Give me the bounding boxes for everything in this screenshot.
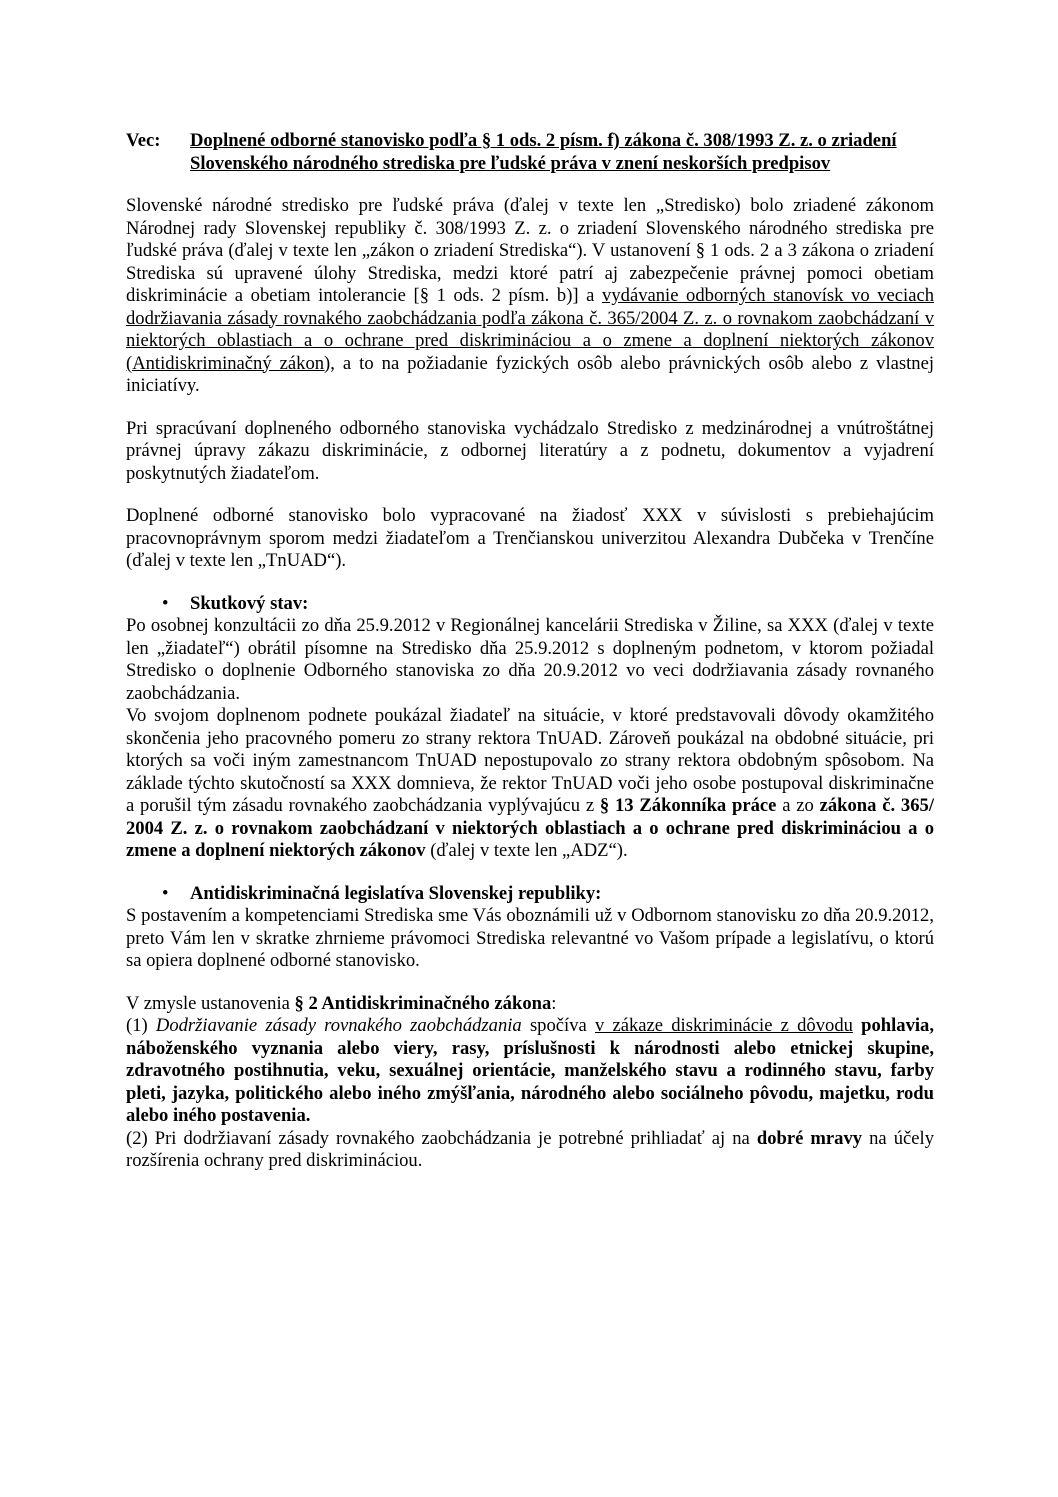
facts-text-a: Vo svojom doplnenom podnete poukázal žiadateľ na situácie, v ktoré predstavovali dôvody okamžitého skončenia jeho pracovného pomeru zo strany rektora TnUAD. Zároveň poukázal na obdobné situácie, pri ktorých sa voči iným zamestnancom TnUAD nepostupovalo zo strany rektora obdobným spôsobom. Na základe týchto skutočností sa XXX domnieva, že rektor TnUAD voči jeho osobe postupoval diskriminačne a porušil tým zásadu rovnakého zaobchádzania vyplývajúcu z [126,705,934,816]
facts-paragraph-1: Po osobnej konzultácii zo dňa 25.9.2012 v Regionálnej kancelárii Strediska v Žiline, sa XXX (ďalej v texte len „žiadateľ“) obrátil písomne na Stredisko dňa 25.9.2012 s doplneným podnetom, v ktorom požiadal Stredisko o doplnenie Odborného stanoviska zo dňa 20.9.2012 vo veci dodržiavania zásady rovnaného zaobchádzania. [126,615,934,704]
request-paragraph: Doplnené odborné stanovisko bolo vypracované na žiadosť XXX v súvislosti s prebiehajúcim pracovnoprávnym sporom medzi žiadateľom a Trenčianskou univerzitou Alexandra Dubčeka v Trenčíne (ďalej v texte len „TnUAD“). [126,505,934,571]
clause-1-underlined: v zákaze diskriminácie z dôvodu [594,1015,853,1036]
clause-1-space [853,1015,861,1036]
facts-law-reference-1: § 13 Zákonníka práce [599,795,777,816]
facts-paragraph-2 [126,705,934,863]
section2-clause-2 [126,1128,934,1173]
section2-intro-text: V zmysle ustanovenia [126,992,295,1014]
facts-heading-text: Skutkový stav: [190,592,309,614]
facts-law-reference-2: zákona č. 365/ 2004 Z. z. o rovnakom zaobchádzaní v niektorých oblastiach a o ochrane pred diskrimináciou a o zmene a doplnení niektorých zákonov [126,795,934,861]
subject-line [126,130,934,175]
facts-text-c: a zo [776,795,820,816]
legislation-paragraph: S postavením a kompetenciami Strediska sme Vás oboznámili už v Odbornom stanovisku zo dňa 20.9.2012, preto Vám len v skratke zhrnieme právomoci Strediska relevantné vo Vašom prípade a legislatívu, o ktorú sa opiera doplnené odborné stanovisko. [126,905,934,971]
intro-paragraph [126,195,934,398]
subject-label: Vec: [126,130,161,151]
legislation-heading-text: Antidiskriminačná legislatíva Slovenskej republiky: [190,882,602,904]
clause-2-text: (2) Pri dodržiavaní zásady rovnakého zaobchádzania je potrebné prihliadať aj na [126,1127,757,1149]
intro-text-2: a to na požiadanie fyzických osôb alebo právnických osôb alebo z vlastnej iniciatívy. [126,352,934,396]
section2-intro-colon: : [551,992,557,1014]
document-page [126,130,934,1173]
legislation-heading [162,883,934,906]
bullet-icon: • [162,882,169,904]
facts-text-e: (ďalej v texte len „ADZ“). [425,840,628,861]
intro-underlined-text: vydávanie odborných stanovísk vo veciach dodržiavania zásady rovnakého zaobchádzania podľa zákona č. 365/2004 Z. z. o rovnakom zaobchádzaní v niektorých oblastiach a o ochrane pred diskrimináciou a o zmene a doplnení niektorých zákonov (Antidiskriminačný zákon), [126,285,934,374]
intro-text-1: Slovenské národné stredisko pre ľudské práva (ďalej v texte len „Stredisko) bolo zriadené zákonom Národnej rady Slovenskej republiky č. 308/1993 Z. z. o zriadení Slovenského národného strediska pre ľudské práva (ďalej v texte len „zákon o zriadení Strediska“). V ustanovení § 1 ods. 2 a 3 zákona o zriadení Strediska sú upravené úlohy Strediska, medzi ktoré patrí aj zabezpečenie právnej pomoci obetiam diskriminácie a obetiam intolerancie [§ 1 ods. 2 písm. b)] a [126,195,934,306]
section2-intro [126,993,934,1016]
section2-law-reference: § 2 Antidiskriminačného zákona [294,992,552,1014]
clause-2-end: na účely rozšírenia ochrany pred diskrimináciou. [126,1127,934,1171]
clause-1-italic: Dodržiavanie zásady rovnakého zaobchádzania [155,1015,522,1036]
facts-heading [162,593,934,616]
processing-paragraph: Pri spracúvaní doplneného odborného stanoviska vychádzalo Stredisko z medzinárodnej a vnútroštátnej právnej úpravy zákazu diskriminácie, z odbornej literatúry a z podnetu, dokumentov a vyjadrení poskytnutých žiadateľom. [126,417,934,484]
subject-text: Doplnené odborné stanovisko podľa § 1 ods. 2 písm. f) zákona č. 308/1993 Z. z. o zriadení Slovenského národného strediska pre ľudské práva v znení neskorších predpisov [190,130,897,174]
clause-1-number: (1) [126,1015,156,1036]
clause-2-bold: dobré mravy [756,1127,863,1149]
bullet-icon: • [162,592,169,614]
section2-clause-1 [126,1015,934,1128]
clause-1-text: spočíva [521,1015,595,1036]
clause-1-grounds: pohlavia, náboženského vyznania alebo viery, rasy, príslušnosti k národnosti alebo etnickej skupine, zdravotného postihnutia, veku, sexuálnej orientácie, manželského stavu a rodinného stavu, farby pleti, jazyka, politického alebo iného zmýšľania, národného alebo sociálneho pôvodu, majetku, rodu alebo iného postavenia. [126,1015,934,1126]
